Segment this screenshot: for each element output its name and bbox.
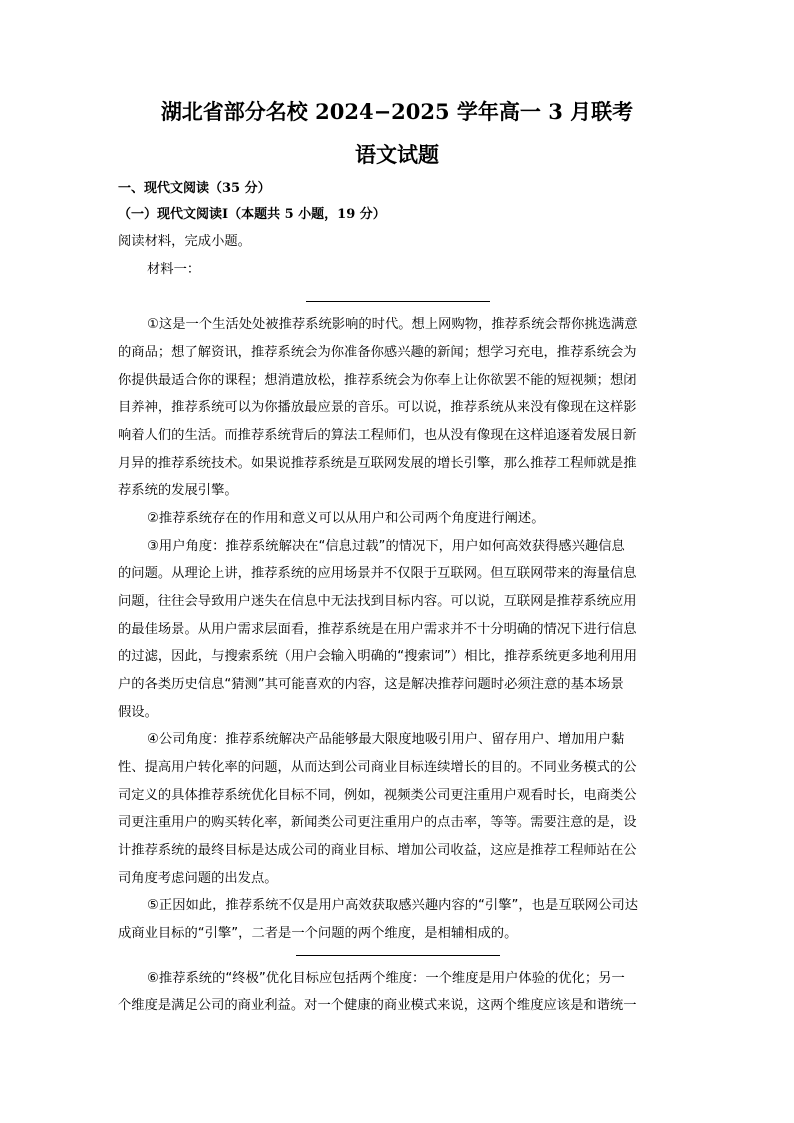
body-line: 假设。	[118, 705, 158, 720]
body-line: 个维度是满足公司的商业利益。对一个健康的商业模式来说，这两个维度应该是和谐统一	[118, 998, 637, 1013]
section-heading-part1-sub1: （一）现代文阅读Ⅰ（本题共 5 小题，19 分）	[118, 207, 386, 222]
body-line: 月异的推荐系统技术。如果说推荐系统是互联网发展的增长引擎，那么推荐工程师就是推	[118, 456, 637, 471]
blank-line-1	[306, 301, 490, 302]
body-line: ⑤正因如此，推荐系统不仅是用户高效获取感兴趣内容的“引擎”，也是互联网公司达	[147, 898, 639, 913]
body-line: 荐系统的发展引擎。	[118, 483, 238, 498]
body-line: 性、提高用户转化率的问题，从而达到公司商业目标连续增长的目的。不同业务模式的公	[118, 760, 637, 775]
body-line: ④公司角度：推荐系统解决产品能够最大限度地吸引用户、留存用户、增加用户黏	[147, 732, 625, 747]
body-line: ①这是一个生活处处被推荐系统影响的时代。想上网购物，推荐系统会帮你挑选满意	[147, 317, 638, 332]
body-line: ②推荐系统存在的作用和意义可以从用户和公司两个角度进行阐述。	[147, 511, 545, 526]
body-line: 问题，往往会导致用户迷失在信息中无法找到目标内容。可以说，互联网是推荐系统应用	[118, 594, 637, 609]
body-line: 响着人们的生活。而推荐系统背后的算法工程师们，也从没有像现在这样追逐着发展日新	[118, 428, 637, 443]
body-line: 的过滤，因此，与搜索系统（用户会输入明确的“搜索词”）相比，推荐系统更多地利用用	[118, 649, 638, 664]
body-line: 司定义的具体推荐系统优化目标不同，例如，视频类公司更注重用户观看时长，电商类公	[118, 788, 637, 803]
body-line: 成商业目标的“引擎”，二者是一个问题的两个维度，是相辅相成的。	[118, 926, 518, 941]
body-line: ⑥推荐系统的“终极”优化目标应包括两个维度：一个维度是用户体验的优化；另一	[147, 971, 625, 986]
material-label: 材料一：	[147, 262, 201, 277]
body-line: 司角度考虑问题的出发点。	[118, 871, 278, 886]
instructions-text: 阅读材料，完成小题。	[118, 234, 251, 249]
body-line: 你提供最适合你的课程；想消遣放松，推荐系统会为你奉上让你欲罢不能的短视频；想闭	[118, 373, 637, 388]
page-subtitle: 语文试题	[355, 142, 439, 167]
body-line: 目养神，推荐系统可以为你播放最应景的音乐。可以说，推荐系统从来没有像现在这样影	[118, 400, 637, 415]
body-line: 司更注重用户的购买转化率，新闻类公司更注重用户的点击率，等等。需要注意的是，设	[118, 815, 637, 830]
body-line: 的商品；想了解资讯，推荐系统会为你准备你感兴趣的新闻；想学习充电，推荐系统会为	[118, 345, 637, 360]
blank-line-2	[296, 955, 500, 956]
body-line: 户的各类历史信息“猜测”其可能喜欢的内容，这是解决推荐问题时必须注意的基本场景	[118, 677, 624, 692]
body-line: 的问题。从理论上讲，推荐系统的应用场景并不仅限于互联网。但互联网带来的海量信息	[118, 566, 637, 581]
body-line: 的最佳场景。从用户需求层面看，推荐系统是在用户需求并不十分明确的情况下进行信息	[118, 622, 637, 637]
section-heading-part1: 一、现代文阅读（35 分）	[118, 181, 271, 196]
page-title: 湖北省部分名校 2024−2025 学年高一 3 月联考	[160, 99, 634, 124]
body-line: ③用户角度：推荐系统解决在“信息过载”的情况下，用户如何高效获得感兴趣信息	[147, 539, 625, 554]
body-line: 计推荐系统的最终目标是达成公司的商业目标、增加公司收益，这应是推荐工程师站在公	[118, 843, 637, 858]
